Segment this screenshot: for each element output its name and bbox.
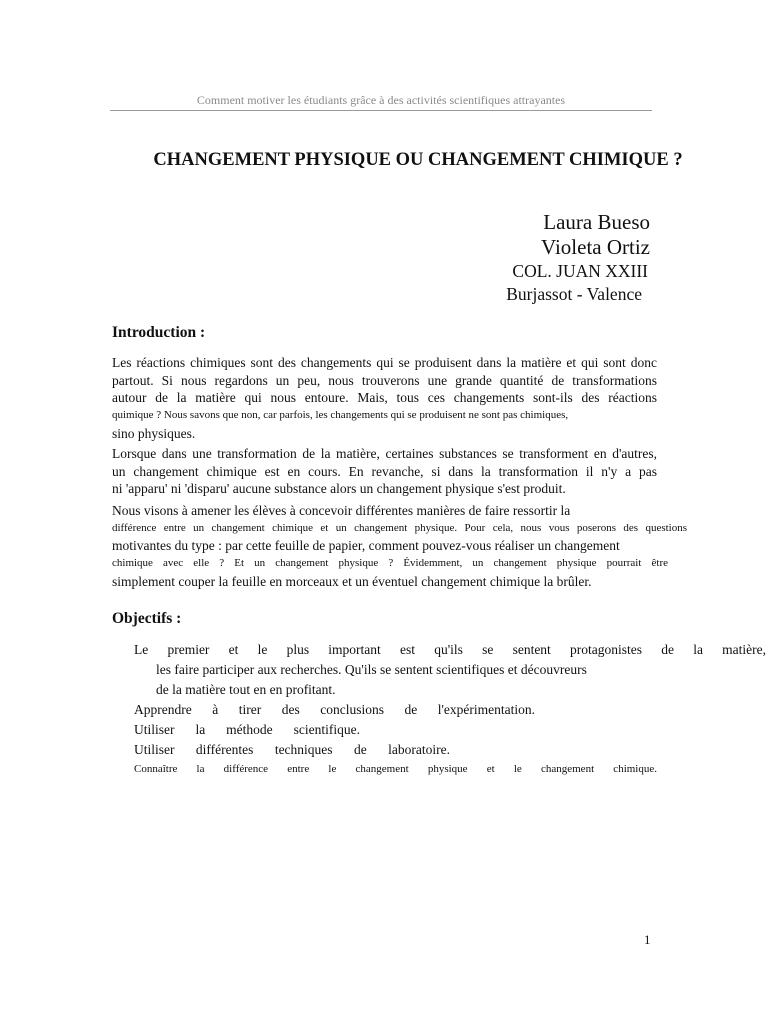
objective-item: Le premier et le plus important est qu'ils se sentent protagonistes de la matière,	[134, 642, 766, 657]
document-title: CHANGEMENT PHYSIQUE OU CHANGEMENT CHIMIQUE ?	[153, 150, 683, 170]
text-line: Lorsque dans une transformation de la matière, certaines substances se transforment en d'autres,	[112, 446, 657, 461]
text-line: autour de la matière qui nous entoure. Mais, tous ces changements sont-ils des réactions	[112, 390, 657, 406]
author-name: Violeta Ortiz	[541, 235, 650, 259]
school-location: Burjassot - Valence	[506, 284, 642, 304]
introduction-heading: Introduction :	[112, 324, 206, 341]
text-line: motivantes du type : par cette feuille de papier, comment pouvez-vous réaliser un changement	[112, 538, 620, 554]
text-line: différence entre un changement chimique et un changement physique. Pour cela, nous vous poserons des questions	[112, 521, 687, 534]
text-line: Les réactions chimiques sont des changements qui se produisent dans la matière et qui sont donc	[112, 355, 657, 370]
objective-item-continuation: de la matière tout en en profitant.	[156, 682, 336, 697]
objectives-heading: Objectifs :	[112, 610, 182, 627]
objective-item: Utiliser différentes techniques de laboratoire.	[134, 742, 450, 757]
text-line: ni 'apparu' ni 'disparu' aucune substance alors un changement physique s'est produit.	[112, 481, 566, 497]
objective-item: Connaître la différence entre le changement physique et le changement chimique.	[134, 763, 657, 775]
page-number: 1	[644, 932, 651, 947]
introduction-paragraph-2	[112, 445, 657, 498]
objective-item: Utiliser la méthode scientifique.	[134, 722, 360, 737]
text-line: simplement couper la feuille en morceaux et un éventuel changement chimique la brûler.	[112, 573, 592, 589]
objectives-list	[134, 640, 766, 780]
running-header: Comment motiver les étudiants grâce à des activités scientifiques attrayantes	[196, 93, 566, 107]
text-line: partout. Si nous regardons un peu, nous trouverons une grande quantité de transformations	[112, 372, 657, 388]
header-rule	[110, 110, 652, 111]
author-name: Laura Bueso	[543, 210, 650, 234]
text-line: un changement chimique est en cours. En revanche, si dans la transformation il n'y a pas	[112, 463, 657, 479]
objective-item: Apprendre à tirer des conclusions de l'expérimentation.	[134, 702, 535, 717]
introduction-paragraph-3	[112, 502, 687, 590]
text-line: sino physiques.	[112, 425, 196, 441]
school-name: COL. JUAN XXIII	[512, 261, 648, 281]
text-line: chimique avec elle ? Et un changement physique ? Évidemment, un changement physique pourrait être	[112, 557, 668, 570]
text-line: quimique ? Nous savons que non, car parfois, les changements qui se produisent ne sont pas chimiques,	[112, 409, 569, 422]
author-block	[380, 210, 650, 306]
objective-item-continuation: les faire participer aux recherches. Qu'ils se sentent scientifiques et découvreurs	[156, 662, 587, 677]
introduction-paragraph-1	[112, 354, 657, 442]
text-line: Nous visons à amener les élèves à concevoir différentes manières de faire ressortir la	[112, 503, 571, 518]
